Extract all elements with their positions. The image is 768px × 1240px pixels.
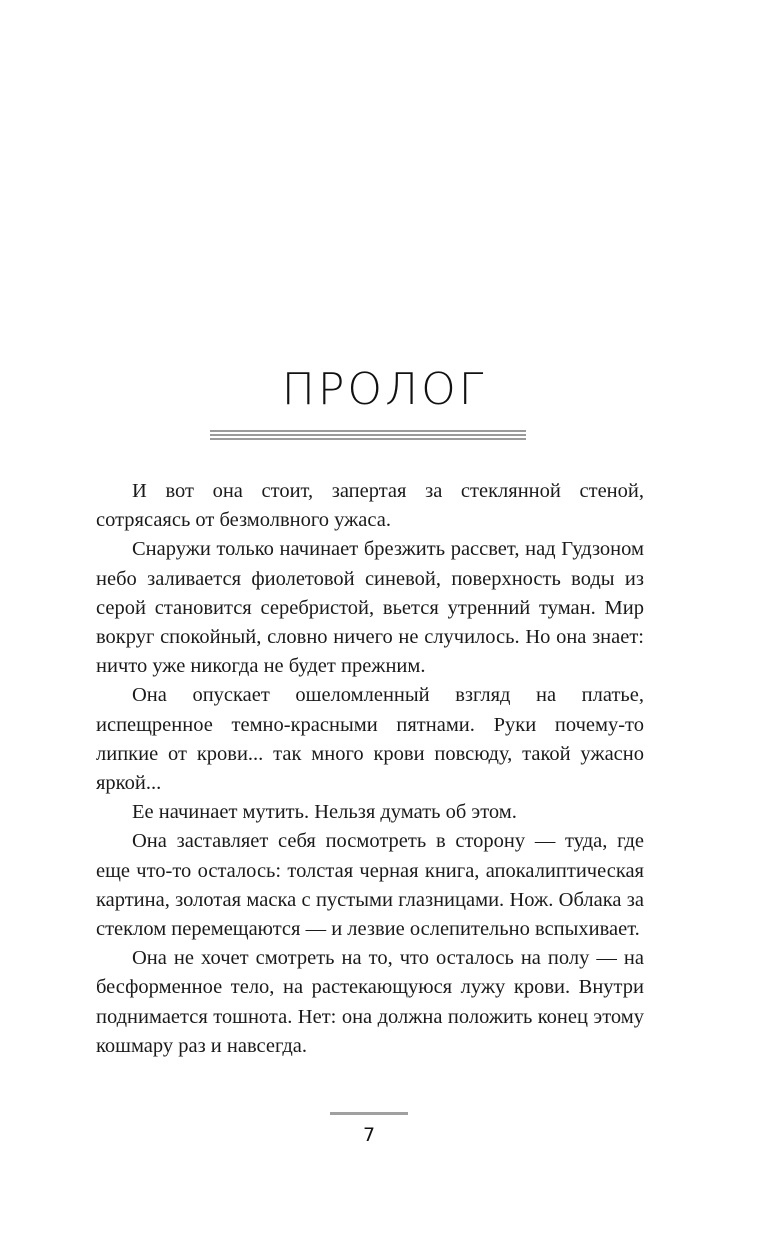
- page-number: 7: [362, 1124, 376, 1146]
- title-divider-line: [210, 438, 526, 440]
- paragraph: И вот она стоит, запертая за стеклянной стеной, сотрясаясь от безмолвного ужаса.: [96, 480, 644, 532]
- chapter-title: ПРОЛОГ: [281, 364, 487, 415]
- paragraph: Она заставляет себя посмотреть в сторону — туда, где еще что-то осталось: толстая черная книга, апокалиптическая картина, золотая маска с пустыми глазницами. Нож. Облака за стеклом перемещаются — и лезвие ослепительно вспыхивает.: [96, 830, 644, 941]
- paragraph: Она опускает ошеломленный взгляд на платье, испещренное темно-красными пятнами. Руки почему-то липкие от крови... так много крови повсюду, такой ужасно яркой...: [96, 684, 644, 795]
- title-divider-line: [210, 430, 526, 432]
- title-divider-line: [210, 434, 526, 436]
- chapter-body: [96, 477, 644, 1061]
- paragraph: Она не хочет смотреть на то, что осталось на полу — на бесформенное тело, на растекающуюся лужу крови. Внутри поднимается тошнота. Нет: она должна положить конец этому кошмару раз и навсегда.: [96, 947, 644, 1057]
- paragraph: Ее начинает мутить. Нельзя думать об этом.: [132, 801, 517, 824]
- title-divider: [210, 430, 526, 444]
- footer-divider: [330, 1112, 408, 1115]
- paragraph: Снаружи только начинает брезжить рассвет, над Гудзоном небо заливается фиолетовой синевой, поверхность воды из серой становится серебристой, вьется утренний туман. Мир вокруг спокойный, словно ничего не случилось. Но она знает: ничто уже никогда не будет прежним.: [96, 538, 644, 678]
